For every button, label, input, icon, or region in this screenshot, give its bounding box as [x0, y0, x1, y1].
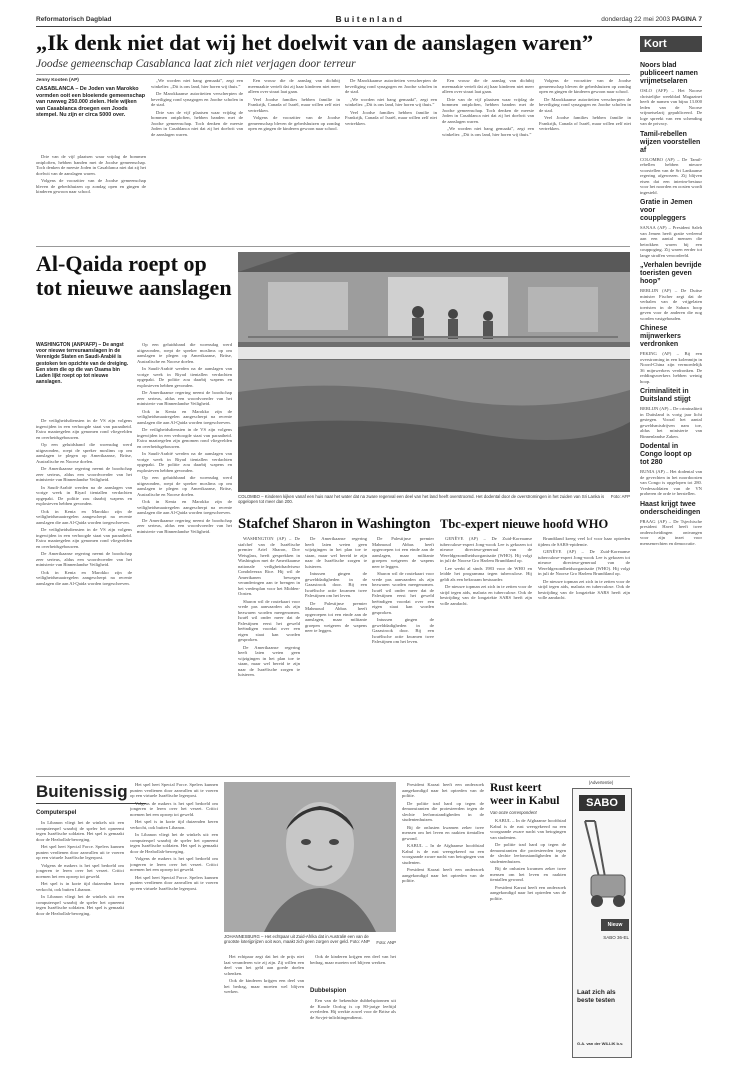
main-col-6 [539, 78, 631, 242]
kabul-sub: Van onze correspondent [490, 810, 537, 815]
buitenissig-paragraph: Het spel heet Special Force. Spelers kunnen punten verdienen door aanvallen uit te voeren op een virtuele Israëlische legerpost. [130, 782, 218, 798]
lawnmower-icon [577, 819, 629, 919]
ad-slogan: Laat zich als beste testen [577, 989, 616, 1004]
kort-item-heading: Gratie in Jemen voor couppleggers [640, 199, 693, 222]
kort-item [640, 199, 702, 258]
portrait-photo [224, 782, 396, 932]
sabo-advertisement[interactable] [572, 788, 632, 1058]
alqaida-paragraph: Ook in Kenia en Marokko zijn de veiligheidsmaatregelen aangescherpt na recente aanslagen die aan Al-Qaida worden toegeschreven. [36, 569, 132, 586]
main-paragraph: Drie van de vijf plaatsen waar vrijdag de bommen ontploften, hebben banden met de Joodse gemeenschap. Toch denken de meeste Joden in Casablanca niet dat zij het doelwit van de aanslagen waren. [151, 109, 243, 137]
main-paragraph: De Marokkaanse autoriteiten verscherpten de beveiliging rond synagogen en Joodse scholen in de stad. [345, 78, 437, 94]
portrait-col-2 [310, 954, 396, 986]
kort-item [640, 262, 702, 321]
kabul-col-left [402, 782, 484, 1060]
kort-item-heading: Chinese mijnwerkers verdronken [640, 325, 681, 348]
portrait-col-1 [224, 954, 304, 1060]
main-col-1 [36, 154, 146, 242]
flood-photo [238, 252, 630, 492]
kort-column [640, 58, 702, 1062]
kort-item-heading: Tamil-rebellen wijzen voorstellen af [640, 130, 701, 154]
tbc-paragraph: De nieuwe topman zei zich in te zetten voor de strijd tegen aids, malaria en tuberculose. Ook de bestrijding van de longziekte SARS heeft zijn volle aandacht. [440, 584, 532, 606]
main-col-3 [248, 78, 340, 242]
kabul-headline: Rust keert weer in Kabul [490, 782, 560, 807]
alqaida-paragraph: In Saudi-Arabië werden na de aanslagen van vorige week in Riyad tientallen verdachten opgepakt. De politie zou daarbij wapens en explosieven hebben gevonden. [137, 366, 232, 388]
buitenissig-paragraph: Volgens de makers is het spel bedoeld om jongeren te leren over het verzet. Critici noemen het een oproep tot geweld. [130, 800, 218, 817]
dubbelspion-col [310, 998, 396, 1060]
alqaida-paragraph: De veiligheidsdiensten in de VS zijn volgens ingewijden in een verhoogde staat van paraatheid. Extra maatregelen zijn genomen rond vliegvelden en overheidsgebouwen. [36, 527, 132, 549]
kabul-paragraph: Bij de onlusten kwamen zeker twee mensen om het leven en raakten tientallen gewond. [490, 866, 566, 882]
tbc-headline: Tbc-expert nieuwe hoofd WHO [440, 517, 609, 531]
buitenissig-paragraph: In Libanon vliegt het de winkels uit: een computerspel waarbij de speler het opneemt tegen Israëlische soldaten. Het spel is gemaakt door de Hezbollah-beweging. [36, 820, 124, 842]
sharon-paragraph: Intussen gingen de gewelddadigheden in de Gazastrook door. Bij een Israëlische actie kwamen twee Palestijnen om het leven. [372, 617, 434, 644]
alqaida-headline: Al-Qaida roept op tot nieuwe aanslagen [36, 251, 232, 300]
tbc-paragraph: GENÈVE (AP) – De Zuid-Koreaanse tuberculose-expert Jong-wook Lee is gekozen tot nieuwe directeur-generaal van de Wereldgezondheidsorganisatie (WHO). Hij volgt in juli de Noorse Gro Harlem Brundtland op. [538, 549, 630, 576]
alqaida-paragraph: De Amerikaanse regering neemt de boodschap zeer serieus, aldus een woordvoerder van het ministerie van Binnenlandse Veiligheid. [36, 551, 132, 567]
main-col-5 [442, 78, 534, 242]
main-lead: CASABLANCA – De Joden van Marokko vormden ooit een bloeiende gemeenschap van ruwweg 250.000 zielen. Hele wijken van Casablanca droegen een Joods stempel. Nu zijn er circa 5000 over. [36, 86, 146, 118]
buitenissig-sub: Computerspel [36, 810, 77, 816]
section-title: Buitenland [335, 14, 405, 24]
kabul-col-right [490, 818, 566, 1060]
alqaida-paragraph: De Amerikaanse regering neemt de boodschap zeer serieus, aldus een woordvoerder van het ministerie van Binnenlandse Veiligheid. [137, 517, 232, 534]
sharon-headline: Stafchef Sharon in Washington [238, 516, 431, 532]
kabul-paragraph: President Karzai heeft een onderzoek aangekondigd naar het optreden van de politie. [490, 884, 566, 901]
alqaida-lead: WASHINGTON (ANP/AFP) – De angst voor nieuwe terreuraanslagen in de Verenigde Staten en Saudi-Arabië is gestoken ten opzichte van de dreiging. Een stem die op die van Osama bin Laden lijkt roept op tot nieuwe aanslagen. [36, 342, 129, 386]
alqaida-paragraph: In Saudi-Arabië werden na de aanslagen van vorige week in Riyad tientallen verdachten opgepakt. De politie zou daarbij wapens en explosieven hebben gevonden. [36, 484, 132, 506]
alqaida-paragraph: De veiligheidsdiensten in de VS zijn volgens ingewijden in een verhoogde staat van paraatheid. Extra maatregelen zijn genomen rond vliegvelden en overheidsgebouwen. [137, 427, 232, 449]
kort-title: Kort [640, 36, 702, 52]
buitenissig-paragraph: Volgens de makers is het spel bedoeld om jongeren te leren over het verzet. Critici noemen het een oproep tot geweld. [36, 862, 124, 879]
buitenissig-paragraph: Volgens de makers is het spel bedoeld om jongeren te leren over het verzet. Critici noemen het een oproep tot geweld. [130, 856, 218, 872]
sharon-col-1 [238, 536, 300, 772]
portrait-caption: JOHANNESBURG – Het echtpaar uit Zuid-Afrika dat in Australië een van de grootste loterijprijzen ooit won, maakt zich geen zorgen over geld. Foto: ANP [224, 934, 370, 945]
page-label: PAGINA [671, 16, 697, 23]
page-date [540, 16, 702, 23]
alqaida-paragraph: De veiligheidsdiensten in de VS zijn volgens ingewijden in een verhoogde staat van paraatheid. Extra maatregelen zijn genomen rond vliegvelden en overheidsgebouwen. [36, 418, 132, 440]
tbc-paragraph: GENÈVE (AP) – De Zuid-Koreaanse tuberculose-expert Jong-wook Lee is gekozen tot nieuwe directeur-generaal van de Wereldgezondheidsorganisatie (WHO). Hij volgt in juli de Noorse Gro Harlem Brundtland op. [440, 536, 532, 563]
ad-badge-new: Nieuw [601, 919, 629, 931]
date: donderdag 22 mei 2003 [601, 16, 670, 23]
buitenissig-paragraph: In Libanon vliegt het de winkels uit: een computerspel waarbij de speler het opneemt tegen Israëlische soldaten. Het spel is gemaakt door de Hezbollah-beweging. [36, 894, 124, 916]
main-paragraph: Drie van de vijf plaatsen waar vrijdag de bommen ontploften, hebben banden met de Joodse gemeenschap. Toch denken de meeste Joden in Casablanca niet dat zij het doelwit van de aanslagen waren. [36, 154, 146, 176]
buitenissig-paragraph: In Libanon vliegt het de winkels uit: een computerspel waarbij de speler het opneemt tegen Israëlische soldaten. Het spel is gemaakt door de Hezbollah-beweging. [130, 832, 218, 854]
paper-name: Reformatorisch Dagblad [36, 16, 112, 23]
kort-item [640, 388, 702, 439]
kort-item-body: BERLIJN (AP) – De criminaliteit in Duitsland is vorig jaar licht gestegen. Vooral het aantal geweldsmisdrijven nam toe, aldus het ministerie van Binnenlandse Zaken. [640, 406, 702, 439]
kort-item [640, 131, 702, 196]
ad-model: SABO 36-EL [603, 935, 629, 940]
main-paragraph: „We worden niet bang gemaakt”, zegt een winkelier. „Dit is ons land, hier horen wij thuis.” [345, 96, 437, 107]
ad-shop: G.A. van der WILLIK b.v. [577, 1041, 624, 1046]
dubbelspion-paragraph: Een van de bekendste dubbelspionnen uit de Koude Oorlog is op 80-jarige leeftijd overleden. Hij werkte zowel voor de Britse als de Sovjet-inlichtingendienst. [310, 998, 396, 1020]
tbc-paragraph: Brundtland kreeg veel lof voor haar optreden tijdens de SARS-epidemie. [538, 536, 630, 547]
sharon-paragraph: De Palestijnse premier Mahmoud Abbas heeft opgeroepen tot een einde aan de aanslagen, maar militante groepen weigeren de wapens neer te leggen. [372, 536, 434, 569]
kort-item-body: PRAAG (AP) – De Tsjechische president Havel heeft twee onderscheidingen ontvangen voor zijn inzet voor mensenrechten en democratie. [640, 518, 702, 546]
main-paragraph: „We worden niet bang gemaakt”, zegt een winkelier. „Dit is ons land, hier horen wij thuis.” [442, 126, 534, 137]
sharon-col-2 [305, 536, 367, 772]
buitenissig-paragraph: Het echtpaar zegt dat het de prijs niet laat veranderen wie zij zijn. Zij willen een deel van het geld aan goede doelen schenken. [224, 954, 304, 976]
sharon-paragraph: De Amerikaanse regering heeft laten weten geen wijzigingen in het plan toe te staan, maar wel bereid te zijn naar de Israëlische zorgen te luisteren. [305, 536, 367, 569]
main-paragraph: „We worden niet bang gemaakt”, zegt een winkelier. „Dit is ons land, hier horen wij thuis.” [151, 78, 243, 89]
alqaida-col-1 [36, 418, 132, 772]
kabul-paragraph: De politie trad hard op tegen de demonstranten die protesteerden tegen de slechte leefomstandigheden in de studentenhuizen. [402, 800, 484, 822]
kort-item-body: PEKING (AP) – Bij een overstroming in een kolenmijn in Noord-China zijn vermoedelijk 36 mijnwerkers verdronken. De reddingswerkers hebben weinig hoop. [640, 351, 702, 384]
alqaida-paragraph: Ook in Kenia en Marokko zijn de veiligheidsmaatregelen aangescherpt na recente aanslagen die aan Al-Qaida worden toegeschreven. [137, 499, 232, 515]
alqaida-col-2 [137, 342, 232, 772]
kabul-paragraph: KABUL – In de Afghaanse hoofdstad Kabul is de rust weergekeerd na een voorgaande zware nacht van betogingen van studenten. [490, 818, 566, 840]
alqaida-paragraph: In Saudi-Arabië werden na de aanslagen van vorige week in Riyad tientallen verdachten opgepakt. De politie zou daarbij wapens en explosieven hebben gevonden. [137, 451, 232, 473]
main-paragraph: Volgens de voorzitter van de Joodse gemeenschap bleven de gebedshuizen op zondag open en gingen de kinderen gewoon naar school. [539, 78, 631, 94]
kort-item-heading: Criminaliteit in Duitsland stijgt [640, 388, 691, 403]
kort-item-body: COLOMBO (AP) – De Tamil-rebellen hebben nieuwe voorstellen van de Sri Lankaanse regering afgewezen. Zij blijven eisen dat een interim-bestuur voor het noorden en oosten wordt ingesteld. [640, 156, 702, 195]
kort-item-body: BUNIA (AP) – Het dodental van de gevechten in het noordoosten van Congo is opgelopen tot 280. Vredessoldaten van de VN proberen de orde te herstellen. [640, 469, 702, 496]
header-rule [36, 26, 702, 27]
sharon-paragraph: Intussen gingen de gewelddadigheden in de Gazastrook door. Bij een Israëlische actie kwamen twee Palestijnen om het leven. [305, 571, 367, 598]
lower-rule [36, 776, 630, 777]
kabul-paragraph: Bij de onlusten kwamen zeker twee mensen om het leven en raakten tientallen gewond. [402, 824, 484, 841]
main-paragraph: Veel Joodse families hebben familie in Frankrijk, Canada of Israël, maar willen zelf niet vertrekken. [345, 109, 437, 126]
kort-item-heading: Dodental in Congo loopt op tot 280 [640, 443, 692, 466]
sharon-col-3 [372, 536, 434, 772]
tbc-col-2 [538, 536, 630, 772]
kort-item [640, 62, 702, 127]
kort-item-heading: Haast krijgt twee onderscheidingen [640, 500, 701, 516]
kort-item-body: BERLIJN (AP) – De Duitse minister Fischer zegt dat de verhalen van de vrijgelaten toeristen in de Sahara hoop geven voor de anderen die nog worden vastgehouden. [640, 288, 702, 321]
alqaida-paragraph: De Amerikaanse regering neemt de boodschap zeer serieus, aldus een woordvoerder van het ministerie van Binnenlandse Veiligheid. [137, 390, 232, 406]
main-paragraph: Drie van de vijf plaatsen waar vrijdag de bommen ontploften, hebben banden met de Joodse gemeenschap. Toch denken de meeste Joden in Casablanca niet dat zij het doelwit van de aanslagen waren. [442, 96, 534, 124]
flood-caption: COLOMBO – Kinderen kijken vanaf een huis naar het water dat na zware regenval een deel van het land heeft overstroomd. Het dodental door de overstromingen in het zuiden van Sri Lanka is opgelopen tot meer dan 200. [238, 494, 605, 505]
kort-item-heading: Noors blad publiceert namen vrijmetselaren [640, 62, 698, 85]
main-paragraph: Veel Joodse families hebben familie in Frankrijk, Canada of Israël, maar willen zelf niet vertrekken. [539, 115, 631, 131]
main-rule [36, 74, 630, 75]
tbc-col-1 [440, 536, 532, 772]
buitenissig-paragraph: Het spel is in korte tijd duizenden keren verkocht, ook buiten Libanon. [130, 819, 218, 830]
main-byline: Jenny Kooten (AP) [36, 78, 79, 83]
flood-photo-credit: Foto: AFP [610, 494, 630, 499]
kabul-paragraph: KABUL – In de Afghaanse hoofdstad Kabul is de rust weergekeerd na een voorgaande zware nacht van betogingen van studenten. [402, 843, 484, 865]
main-col-4 [345, 78, 437, 242]
kort-item [640, 443, 702, 497]
main-headline: „Ik denk niet dat wij het doelwit van de aanslagen waren” [36, 30, 594, 55]
kort-item-body: SANAA (AP) – President Saleh van Jemen heeft gratie verleend aan een aantal mensen die betrokken waren bij een couppoging. Zij waren eerder tot lange straffen veroordeeld. [640, 225, 702, 258]
kort-item [640, 325, 702, 384]
kabul-paragraph: De politie trad hard op tegen de demonstranten die protesteerden tegen de slechte leefomstandigheden in de studentenhuizen. [490, 842, 566, 864]
buitenissig-paragraph: Het spel heet Special Force. Spelers kunnen punten verdienen door aanvallen uit te voeren op een virtuele Israëlische legerpost. [36, 844, 124, 860]
buitenissig-col-1 [36, 820, 124, 1060]
main-paragraph: De Marokkaanse autoriteiten verscherpten de beveiliging rond synagogen en Joodse scholen in de stad. [151, 91, 243, 107]
main-paragraph: Een vrouw die de aanslag van dichtbij meemaakte vertelt dat zij haar kinderen niet meer alleen over straat laat gaan. [248, 78, 340, 94]
buitenissig-paragraph: Het spel heet Special Force. Spelers kunnen punten verdienen door aanvallen uit te voeren op een virtuele Israëlische legerpost. [130, 874, 218, 891]
sharon-paragraph: De Palestijnse premier Mahmoud Abbas heeft opgeroepen tot een einde aan de aanslagen, maar militante groepen weigeren de wapens neer te leggen. [305, 600, 367, 633]
alqaida-paragraph: Ook in Kenia en Marokko zijn de veiligheidsmaatregelen aangescherpt na recente aanslagen die aan Al-Qaida worden toegeschreven. [137, 408, 232, 425]
alqaida-paragraph: Op een geluidsband die woensdag werd uitgezonden, roept de spreker moslims op om aanslagen te plegen op Amerikaanse, Britse, Australische en Noorse doelen. [137, 342, 232, 364]
sharon-paragraph: WASHINGTON (AP) – De stafchef van de Israëlische premier Ariel Sharon, Dov Weisglass, heeft gesprekken in Washington met de Amerikaanse nationale veiligheidsadviseur Condoleezza Rice. Hij wil de Amerikanen bewegen veranderingen aan te brengen in het vredesplan voor het Midden-Oosten. [238, 536, 300, 596]
portrait-illustration [224, 782, 396, 932]
tbc-paragraph: De nieuwe topman zei zich in te zetten voor de strijd tegen aids, malaria en tuberculose. Ook de bestrijding van de longziekte SARS heeft zijn volle aandacht. [538, 578, 630, 600]
main-subheadline: Joodse gemeenschap Casablanca laat zich niet verjagen door terreur [36, 58, 356, 70]
kort-item-heading: „Verhalen bevrijde toeristen geven hoop” [640, 262, 702, 285]
kabul-paragraph: President Karzai heeft een onderzoek aangekondigd naar het optreden van de politie. [402, 782, 484, 798]
sharon-paragraph: De Amerikaanse regering heeft laten weten geen wijzigingen in het plan toe te staan, maar wel bereid te zijn naar de Israëlische zorgen te luisteren. [238, 644, 300, 677]
portrait-photo-credit: Foto: ANP [376, 940, 396, 945]
sharon-paragraph: Sharon wil de routekaart voor vrede pas aanvaarden als zijn bezwaren worden meegenomen. Israël wil onder meer dat de Palestijnen eerst het geweld beëindigen voordat over een eigen staat kan worden gesproken. [372, 571, 434, 615]
buitenissig-paragraph: Ook de kinderen krijgen een deel van het bedrag, maar moeten wel blijven werken. [224, 978, 304, 994]
alqaida-paragraph: De Amerikaanse regering neemt de boodschap zeer serieus, aldus een woordvoerder van het ministerie van Binnenlandse Veiligheid. [36, 466, 132, 482]
alqaida-paragraph: Op een geluidsband die woensdag werd uitgezonden, roept de spreker moslims op om aanslagen te plegen op Amerikaanse, Britse, Australische en Noorse doelen. [137, 475, 232, 497]
alqaida-paragraph: Op een geluidsband die woensdag werd uitgezonden, roept de spreker moslims op om aanslagen te plegen op Amerikaanse, Britse, Australische en Noorse doelen. [36, 442, 132, 464]
kabul-paragraph: President Karzai heeft een onderzoek aangekondigd naar het optreden van de politie. [402, 867, 484, 883]
buitenissig-title: Buitenissig [36, 782, 128, 801]
buitenissig-paragraph: Het spel is in korte tijd duizenden keren verkocht, ook buiten Libanon. [36, 881, 124, 892]
main-paragraph: Volgens de voorzitter van de Joodse gemeenschap bleven de gebedshuizen op zondag open en gingen de kinderen gewoon naar school. [248, 115, 340, 131]
main-paragraph: Een vrouw die de aanslag van dichtbij meemaakte vertelt dat zij haar kinderen niet meer alleen over straat laat gaan. [442, 78, 534, 94]
kort-item [640, 501, 702, 547]
alqaida-paragraph: Ook in Kenia en Marokko zijn de veiligheidsmaatregelen aangescherpt na recente aanslagen die aan Al-Qaida worden toegeschreven. [36, 508, 132, 525]
page-number: 7 [698, 16, 702, 23]
dubbelspion-heading: Dubbelspion [310, 988, 347, 994]
tbc-paragraph: Lee werkt al sinds 1983 voor de WHO en leidde het programma tegen tuberculose. Hij geldt als een bekwaam bestuurder. [440, 565, 532, 582]
sharon-paragraph: Sharon wil de routekaart voor vrede pas aanvaarden als zijn bezwaren worden meegenomen. Israël wil onder meer dat de Palestijnen eerst het geweld beëindigen voordat over een eigen staat kan worden gesproken. [238, 598, 300, 642]
section-rule [36, 246, 630, 247]
buitenissig-paragraph: Ook de kinderen krijgen een deel van het bedrag, maar moeten wel blijven werken. [310, 954, 396, 965]
flood-photo-illustration [238, 252, 630, 492]
main-paragraph: Veel Joodse families hebben familie in Frankrijk, Canada of Israël, maar willen zelf niet vertrekken. [248, 96, 340, 113]
sabo-logo: SABO [579, 795, 625, 811]
main-paragraph: De Marokkaanse autoriteiten verscherpten de beveiliging rond synagogen en Joodse scholen in de stad. [539, 96, 631, 113]
buitenissig-col-2 [130, 782, 218, 1060]
main-paragraph: Volgens de voorzitter van de Joodse gemeenschap bleven de gebedshuizen op zondag open en gingen de kinderen gewoon naar school. [36, 178, 146, 194]
ad-label: (Advertentie) [588, 780, 614, 785]
kort-item-body: OSLO (AFP) – Het Noorse christelijke weekblad Magazinet heeft de namen van bijna 13.000 leden van de Noorse vrijmetselarij gepubliceerd. De loge spreekt van een schending van de privacy. [640, 88, 702, 126]
main-col-2 [151, 78, 243, 242]
